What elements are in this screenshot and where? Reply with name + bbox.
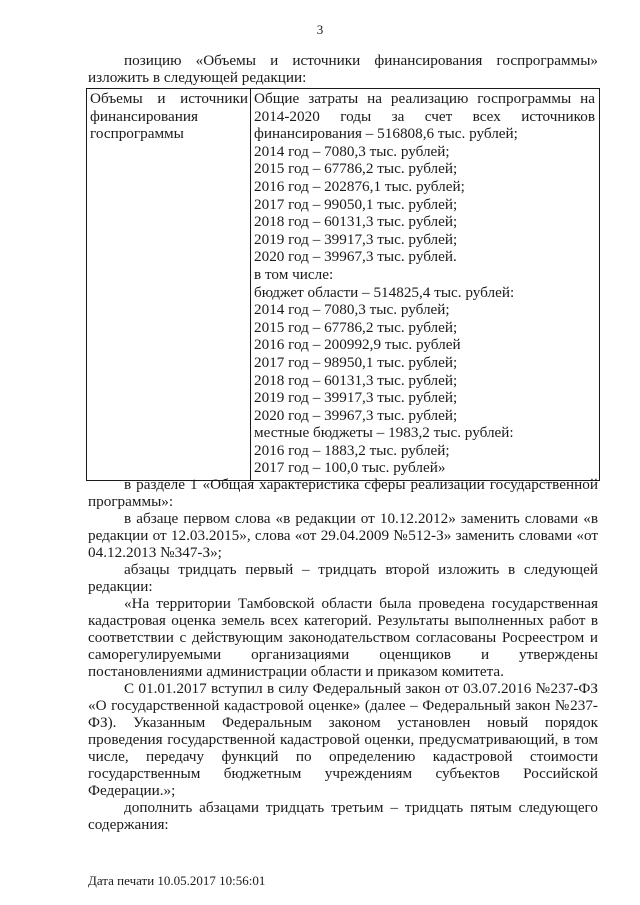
regional-budget-total: бюджет области – 514825,4 тыс. рублей: bbox=[254, 283, 515, 301]
paragraphs-33-35-addition: дополнить абзацами тридцать третьим – тридцать пятым следующего содержания: bbox=[88, 799, 598, 833]
regional-year-2017: 2017 год – 98950,1 тыс. рублей; bbox=[254, 353, 458, 371]
regional-year-2015: 2015 год – 67786,2 тыс. рублей; bbox=[254, 318, 458, 336]
paragraphs-31-32-amendment: абзацы тридцать первый – тридцать второй изложить в следующей редакции: bbox=[88, 561, 598, 595]
first-paragraph-amendment: в абзаце первом слова «в редакции от 10.12.2012» заменить словами «в редакции от 12.03.2015», слова «от 29.04.2009 №512-З» заменить словами «от 04.12.2013 №347-З»; bbox=[88, 510, 598, 561]
total-year-2019: 2019 год – 39917,3 тыс. рублей; bbox=[254, 230, 458, 248]
total-year-2014: 2014 год – 7080,3 тыс. рублей; bbox=[254, 142, 450, 160]
local-budgets-total: местные бюджеты – 1983,2 тыс. рублей: bbox=[254, 424, 514, 442]
total-year-2016: 2016 год – 202876,1 тыс. рублей; bbox=[254, 177, 465, 195]
including-label: в том числе: bbox=[254, 265, 334, 283]
regional-year-2020: 2020 год – 39967,3 тыс. рублей; bbox=[254, 406, 458, 424]
total-year-2018: 2018 год – 60131,3 тыс. рублей; bbox=[254, 213, 458, 231]
amendment-paragraphs bbox=[88, 476, 598, 833]
regional-year-2019: 2019 год – 39917,3 тыс. рублей; bbox=[254, 389, 458, 407]
cadastral-assessment-paragraph: «На территории Тамбовской области была проведена государственная кадастровая оценка земель всех категорий. Результаты выполненных работ в соответствии с действующим законодательством согласованы Росреестром и саморегулируемыми организациями оценщиков и утверждены постановлениями администрации области и приказом комитета. bbox=[88, 595, 598, 680]
financing-table bbox=[86, 88, 600, 481]
page-number: 3 bbox=[316, 22, 324, 37]
total-intro: Общие затраты на реализацию госпрограммы на 2014-2020 годы за счет всех источников финансирования – 516808,6 тыс. рублей; bbox=[254, 90, 595, 143]
section-1-paragraph: в разделе 1 «Общая характеристика сферы реализации государственной программы»: bbox=[88, 476, 598, 510]
local-year-2017: 2017 год – 100,0 тыс. рублей» bbox=[254, 459, 446, 477]
intro-paragraph bbox=[88, 52, 598, 86]
intro-text: позицию «Объемы и источники финансирования госпрограммы» изложить в следующей редакции: bbox=[88, 52, 598, 86]
regional-year-2014: 2014 год – 7080,3 тыс. рублей; bbox=[254, 301, 450, 319]
total-year-2015: 2015 год – 67786,2 тыс. рублей; bbox=[254, 160, 458, 178]
financing-table-row bbox=[87, 89, 600, 481]
regional-year-2016: 2016 год – 200992,9 тыс. рублей bbox=[254, 336, 461, 354]
financing-values-cell bbox=[251, 89, 600, 481]
total-year-2017: 2017 год – 99050,1 тыс. рублей; bbox=[254, 195, 458, 213]
local-year-2016: 2016 год – 1883,2 тыс. рублей; bbox=[254, 441, 450, 459]
federal-law-paragraph: С 01.01.2017 вступил в силу Федеральный закон от 03.07.2016 №237-ФЗ «О государственной кадастровой оценке» (далее – Федеральный закон №237-ФЗ). Указанным Федеральным законом установлен новый порядок проведения государственной кадастровой оценки, предусматривающий, в том числе, передачу функций по определению кадастровой стоимости государственным бюджетным учреждениям субъектов Российской Федерации.»; bbox=[88, 680, 598, 799]
print-date-footer: Дата печати 10.05.2017 10:56:01 bbox=[88, 873, 266, 888]
financing-label-cell bbox=[87, 89, 251, 481]
financing-label: Объемы и источники финансирования госпрограммы bbox=[90, 90, 248, 143]
total-year-2020: 2020 год – 39967,3 тыс. рублей. bbox=[254, 248, 457, 266]
regional-year-2018: 2018 год – 60131,3 тыс. рублей; bbox=[254, 371, 458, 389]
